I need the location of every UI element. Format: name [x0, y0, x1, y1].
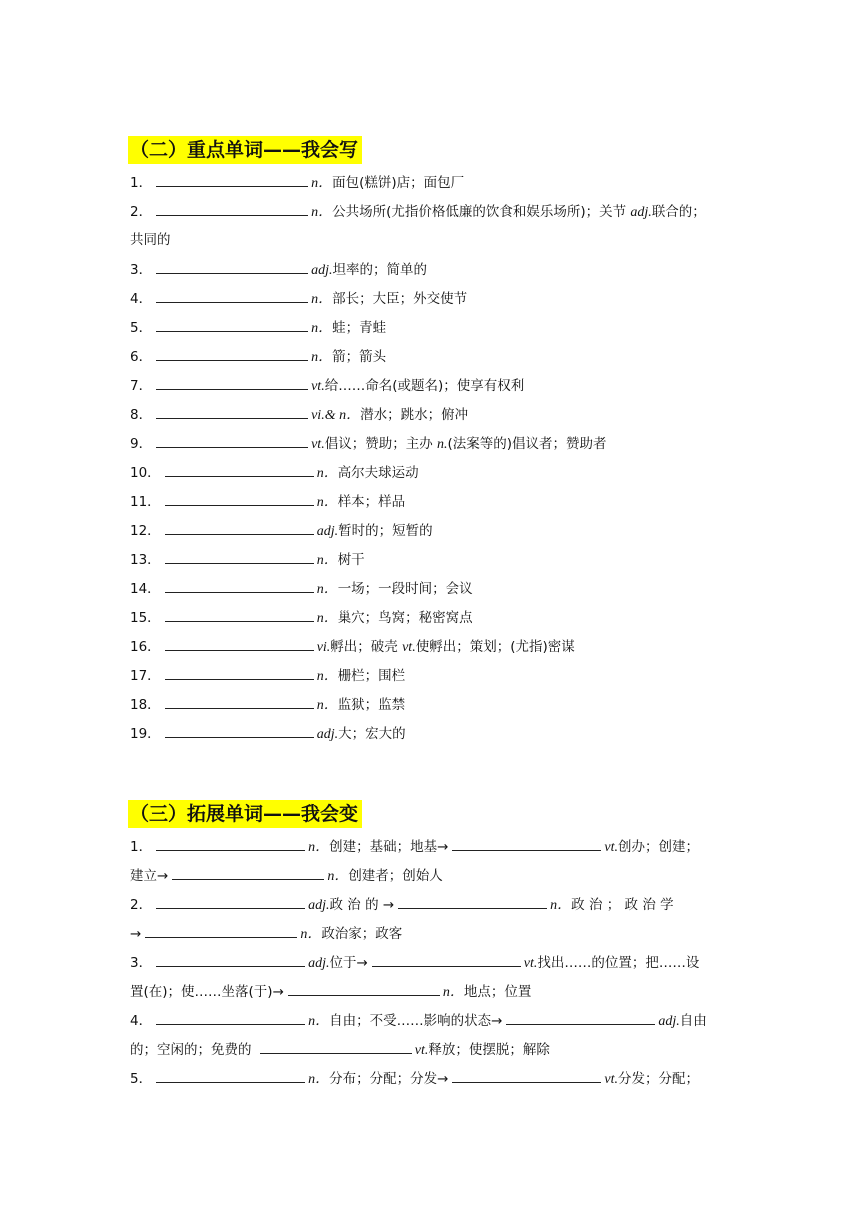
vocab-item [130, 375, 730, 397]
answer-blank[interactable] [145, 923, 297, 938]
definition: 的；空闲的；免费的 [130, 1042, 256, 1058]
extended-item-line2 [130, 981, 730, 1003]
definition: 创建；基础；地基→ [329, 839, 449, 855]
part-of-speech: n． [442, 985, 464, 1000]
item-number: 7． [130, 378, 153, 394]
part-of-speech: n． [311, 292, 333, 307]
part-of-speech: adj. [316, 524, 339, 539]
answer-blank[interactable] [165, 694, 314, 709]
definition: 创建者；创始人 [348, 868, 443, 884]
answer-blank[interactable] [156, 836, 305, 851]
definition: 样本；样品 [337, 494, 406, 510]
answer-blank[interactable] [156, 317, 308, 332]
definition: 分发；分配； [618, 1071, 700, 1087]
part-of-speech: vt. [604, 840, 619, 855]
answer-blank[interactable] [156, 259, 308, 274]
part-of-speech: n． [327, 869, 349, 884]
section-heading-key-words: （二）重点单词——我会写 [128, 136, 362, 164]
item-number: 11． [130, 494, 161, 510]
part-of-speech: vi.& n． [311, 408, 361, 423]
answer-blank[interactable] [165, 520, 314, 535]
item-number: 1． [130, 839, 153, 855]
part-of-speech: n． [308, 1072, 330, 1087]
answer-blank[interactable] [156, 404, 308, 419]
definition-continuation: 共同的 [130, 232, 171, 248]
definition: → [130, 926, 142, 942]
definition: 大；宏大的 [338, 726, 406, 742]
answer-blank[interactable] [156, 1010, 305, 1025]
definition: 置(在)；使……坐落(于)→ [130, 984, 284, 1000]
part-of-speech: n． [316, 582, 338, 597]
item-number: 15． [130, 610, 161, 626]
part-of-speech-2: adj. [630, 205, 652, 220]
part-of-speech: adj. [308, 898, 330, 913]
vocab-item [130, 462, 730, 484]
part-of-speech: vt. [604, 1072, 619, 1087]
item-number: 8． [130, 407, 153, 423]
definition: 分布；分配；分发→ [329, 1071, 449, 1087]
answer-blank[interactable] [165, 665, 314, 680]
item-number: 19． [130, 726, 161, 742]
part-of-speech: vt. [523, 956, 538, 971]
answer-blank[interactable] [452, 836, 601, 851]
part-of-speech: n． [311, 205, 333, 220]
definition: 巢穴；鸟窝；秘密窝点 [337, 610, 473, 626]
definition: 倡议；赞助；主办 [324, 436, 437, 452]
extended-item-line2 [130, 865, 730, 887]
item-number: 3． [130, 262, 153, 278]
part-of-speech: n． [311, 321, 333, 336]
definition: 孵出；破壳 [330, 639, 403, 655]
definition: 一场；一段时间；会议 [337, 581, 473, 597]
answer-blank[interactable] [165, 607, 314, 622]
vocab-item [130, 288, 730, 310]
answer-blank[interactable] [156, 433, 308, 448]
extended-item-line1 [130, 952, 730, 974]
answer-blank[interactable] [156, 172, 308, 187]
part-of-speech-2: vt. [402, 640, 416, 655]
definition: 政 治 的 → [329, 897, 395, 913]
vocab-item [130, 520, 730, 542]
part-of-speech: vi. [316, 640, 331, 655]
vocab-item [130, 723, 730, 745]
item-number: 2． [130, 204, 153, 220]
definition-2: (法案等的)倡议者；赞助者 [447, 436, 607, 452]
item-number: 14． [130, 581, 161, 597]
item-number: 5． [130, 320, 153, 336]
vocab-item [130, 404, 730, 426]
item-number: 4． [130, 291, 153, 307]
answer-blank[interactable] [156, 952, 305, 967]
vocab-item [130, 578, 730, 600]
item-number: 18． [130, 697, 161, 713]
part-of-speech: n． [308, 840, 330, 855]
answer-blank[interactable] [156, 1068, 305, 1083]
part-of-speech: adj. [316, 727, 339, 742]
part-of-speech: vt. [414, 1043, 429, 1058]
answer-blank[interactable] [506, 1010, 655, 1025]
item-number: 10． [130, 465, 161, 481]
part-of-speech: n． [311, 176, 333, 191]
definition: 面包(糕饼)店；面包厂 [332, 175, 465, 191]
extended-item-line2 [130, 923, 730, 945]
answer-blank[interactable] [165, 578, 314, 593]
part-of-speech: n． [316, 669, 338, 684]
definition: 政治家；政客 [321, 926, 403, 942]
item-number: 5． [130, 1071, 153, 1087]
definition: 自由 [679, 1013, 707, 1029]
part-of-speech: vt. [311, 437, 325, 452]
vocab-item [130, 346, 730, 368]
definition: 树干 [337, 552, 365, 568]
item-number: 9． [130, 436, 153, 452]
item-number: 17． [130, 668, 161, 684]
vocab-item [130, 694, 730, 716]
definition: 栅栏；围栏 [337, 668, 406, 684]
part-of-speech: adj. [658, 1014, 680, 1029]
part-of-speech: adj. [311, 263, 333, 278]
item-number: 13． [130, 552, 161, 568]
answer-blank[interactable] [165, 549, 314, 564]
item-number: 1． [130, 175, 153, 191]
vocab-item [130, 172, 730, 194]
item-number: 12． [130, 523, 161, 539]
definition: 暂时的；短暂的 [338, 523, 433, 539]
definition: 高尔夫球运动 [337, 465, 419, 481]
vocab-item [130, 317, 730, 339]
extended-item-line1 [130, 1010, 730, 1032]
answer-blank[interactable] [156, 201, 308, 216]
part-of-speech: n． [316, 611, 338, 626]
part-of-speech: n． [300, 927, 322, 942]
definition: 自由；不受……影响的状态→ [329, 1013, 503, 1029]
part-of-speech: n． [316, 495, 338, 510]
vocab-item [130, 259, 730, 281]
part-of-speech: n． [550, 898, 572, 913]
part-of-speech: n． [308, 1014, 330, 1029]
answer-blank[interactable] [165, 462, 314, 477]
definition: 监狱；监禁 [337, 697, 406, 713]
answer-blank[interactable] [172, 865, 324, 880]
vocab-item [130, 549, 730, 571]
answer-blank[interactable] [156, 288, 308, 303]
definition: 政 治 ； 政 治 学 [571, 897, 674, 913]
answer-blank[interactable] [398, 894, 547, 909]
extended-item-line1 [130, 894, 730, 916]
definition: 建立→ [130, 868, 169, 884]
part-of-speech: n． [316, 698, 338, 713]
answer-blank[interactable] [165, 636, 314, 651]
item-number: 2． [130, 897, 153, 913]
part-of-speech: adj. [308, 956, 330, 971]
vocab-item [130, 433, 730, 455]
definition: 公共场所(尤指价格低廉的饮食和娱乐场所)；关节 [332, 204, 631, 220]
definition: 箭；箭头 [332, 349, 387, 365]
vocab-item [130, 491, 730, 513]
definition: 找出……的位置；把……设 [537, 955, 700, 971]
answer-blank[interactable] [288, 981, 440, 996]
definition: 部长；大臣；外交使节 [332, 291, 468, 307]
extended-item-line1 [130, 1068, 730, 1090]
extended-item-line1 [130, 836, 730, 858]
answer-blank[interactable] [156, 346, 308, 361]
vocab-item [130, 636, 730, 658]
part-of-speech: n． [316, 466, 338, 481]
definition: 释放；使摆脱；解除 [428, 1042, 550, 1058]
definition: 蛙；青蛙 [332, 320, 387, 336]
vocab-item [130, 665, 730, 687]
definition: 位于→ [329, 955, 368, 971]
answer-blank[interactable] [165, 723, 314, 738]
definition: 坦率的；简单的 [332, 262, 427, 278]
definition: 潜水；跳水；俯冲 [360, 407, 469, 423]
part-of-speech: n． [316, 553, 338, 568]
section-heading-extended-words: （三）拓展单词——我会变 [128, 800, 362, 828]
answer-blank[interactable] [156, 375, 308, 390]
answer-blank[interactable] [260, 1039, 412, 1054]
item-number: 3． [130, 955, 153, 971]
part-of-speech: vt. [311, 379, 325, 394]
definition-2: 联合的； [651, 204, 706, 220]
item-number: 6． [130, 349, 153, 365]
part-of-speech: n． [311, 350, 333, 365]
item-number: 4． [130, 1013, 153, 1029]
definition: 创办；创建； [618, 839, 700, 855]
part-of-speech-2: n. [437, 437, 448, 452]
answer-blank[interactable] [372, 952, 521, 967]
extended-item-line2 [130, 1039, 730, 1061]
definition: 地点；位置 [463, 984, 532, 1000]
answer-blank[interactable] [452, 1068, 601, 1083]
answer-blank[interactable] [156, 894, 305, 909]
definition-2: 使孵出；策划；(尤指)密谋 [415, 639, 575, 655]
definition: 给……命名(或题名)；使享有权利 [324, 378, 525, 394]
vocab-item [130, 201, 730, 223]
item-number: 16． [130, 639, 161, 655]
answer-blank[interactable] [165, 491, 314, 506]
vocab-item [130, 607, 730, 629]
